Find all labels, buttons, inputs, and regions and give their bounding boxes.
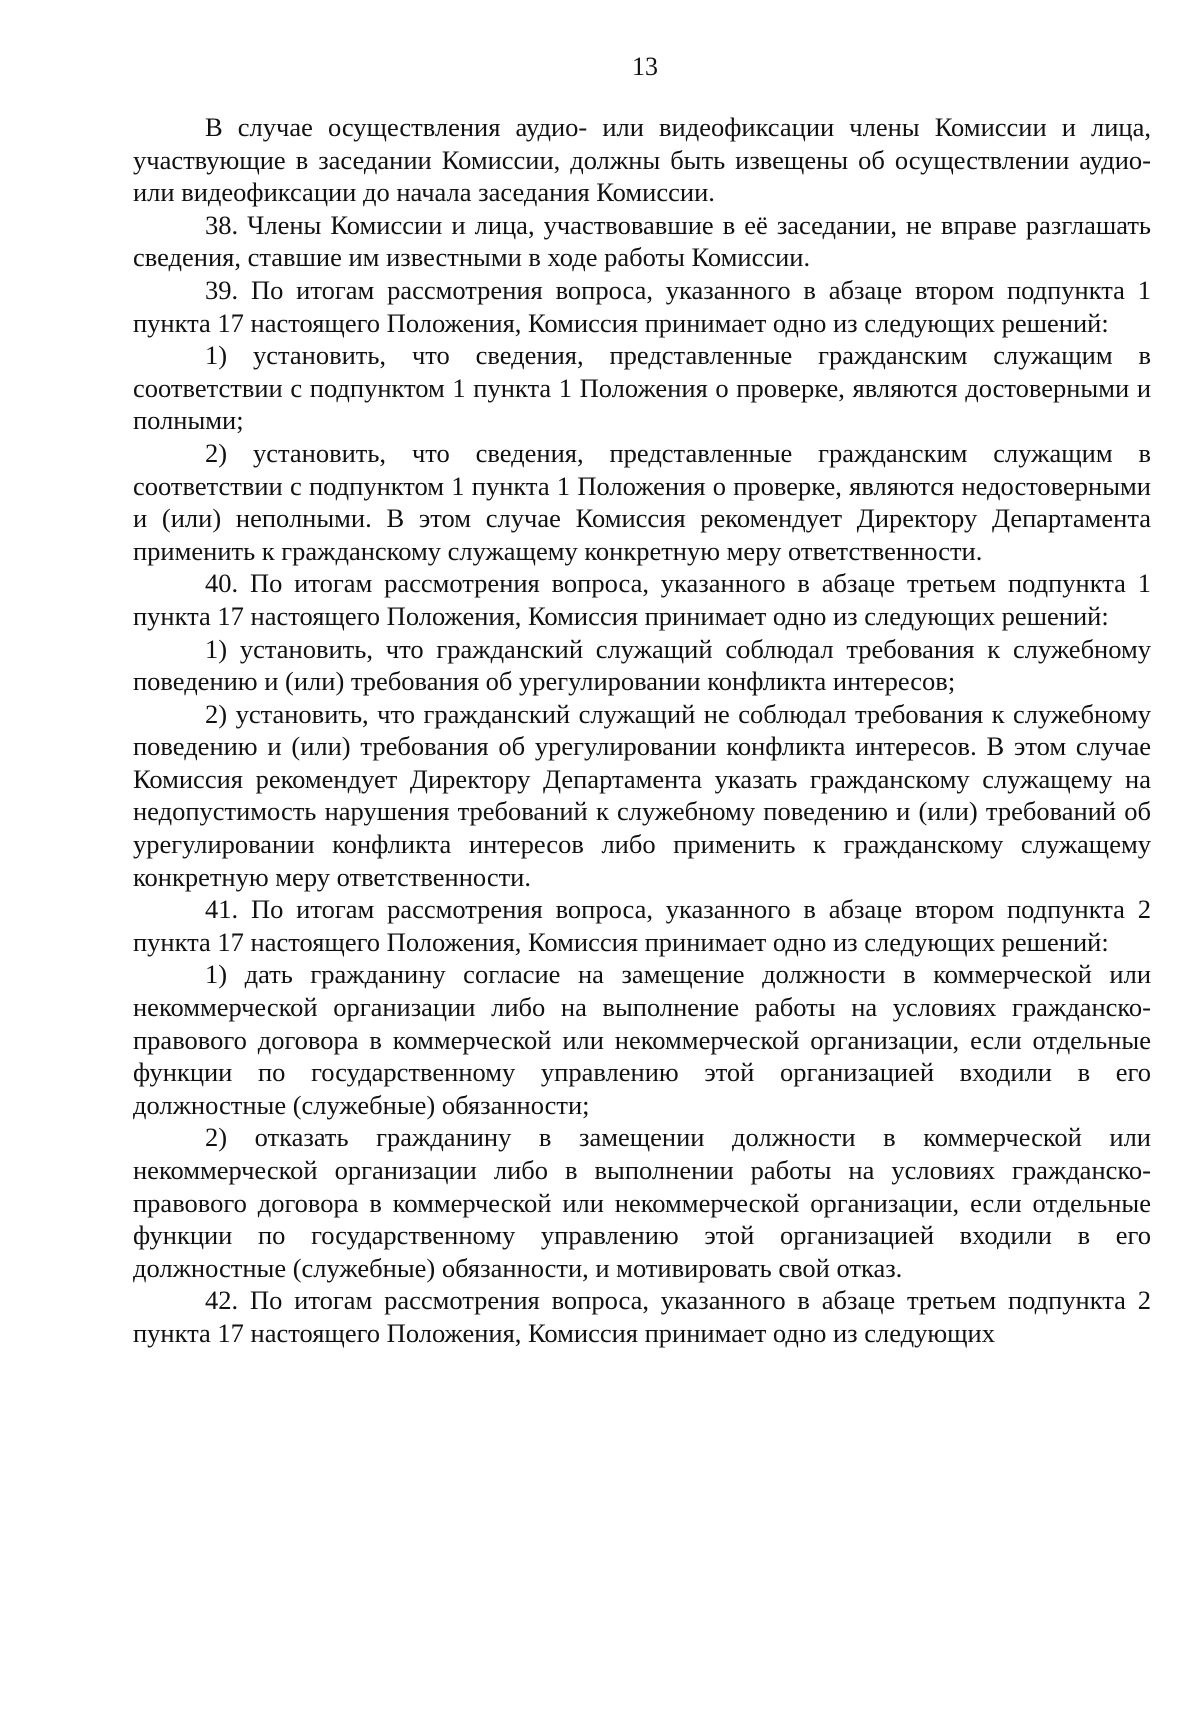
paragraph-39: 39. По итогам рассмотрения вопроса, указанного в абзаце втором подпункта 1 пункта 17 настоящего Положения, Комиссия принимает одно из следующих решений: [133,274,1151,338]
paragraph-audio-video-recording: В случае осуществления аудио- или видеофиксации члены Комиссии и лица, участвующие в заседании Комиссии, должны быть извещены об осуществлении аудио- или видеофиксации до начала заседания Комиссии. [133,112,1151,208]
paragraph-40-item-2: 2) установить, что гражданский служащий не соблюдал требования к служебному поведению и (или) требования об урегулировании конфликта интересов. В этом случае Комиссия рекомендует Директору Департамента указать гражданскому служащему на недопустимость нарушения требований к служебному поведению и (или) требований об урегулировании конфликта интересов либо применить к гражданскому служащему конкретную меру ответственности. [133,698,1151,892]
paragraph-39-item-2: 2) установить, что сведения, представленные гражданским служащим в соответствии с подпунктом 1 пункта 1 Положения о проверке, являются недостоверными и (или) неполными. В этом случае Комиссия рекомендует Директору Департамента применить к гражданскому служащему конкретную меру ответственности. [133,437,1151,566]
paragraph-38: 38. Члены Комиссии и лица, участвовавшие в её заседании, не вправе разглашать сведения, ставшие им известными в ходе работы Комиссии. [133,209,1151,273]
paragraph-39-item-1: 1) установить, что сведения, представленные гражданским служащим в соответствии с подпунктом 1 пункта 1 Положения о проверке, являются достоверными и полными; [133,340,1151,436]
paragraph-40: 40. По итогам рассмотрения вопроса, указанного в абзаце третьем подпункта 1 пункта 17 настоящего Положения, Комиссия принимает одно из следующих решений: [133,568,1151,631]
paragraph-42: 42. По итогам рассмотрения вопроса, указанного в абзаце третьем подпункта 2 пункта 17 настоящего Положения, Комиссия принимает одно из следующих [133,1285,1151,1348]
paragraph-40-item-1: 1) установить, что гражданский служащий соблюдал требования к служебному поведению и (или) требования об урегулировании конфликта интересов; [133,633,1151,697]
document-body [133,111,1151,1350]
paragraph-41: 41. По итогам рассмотрения вопроса, указанного в абзаце втором подпункта 2 пункта 17 настоящего Положения, Комиссия принимает одно из следующих решений: [133,894,1151,957]
page-number: 13 [632,52,658,81]
paragraph-41-item-1: 1) дать гражданину согласие на замещение должности в коммерческой или некоммерческой организации либо на выполнение работы на условиях гражданско-правового договора в коммерческой или некоммерческой организации, если отдельные функции по государственному управлению этой организацией входили в его должностные (служебные) обязанности; [133,959,1151,1120]
paragraph-41-item-2: 2) отказать гражданину в замещении должности в коммерческой или некоммерческой организации либо в выполнении работы на условиях гражданско-правового договора в коммерческой или некоммерческой организации, если отдельные функции по государственному управлению этой организацией входили в его должностные (служебные) обязанности, и мотивировать свой отказ. [133,1122,1151,1283]
